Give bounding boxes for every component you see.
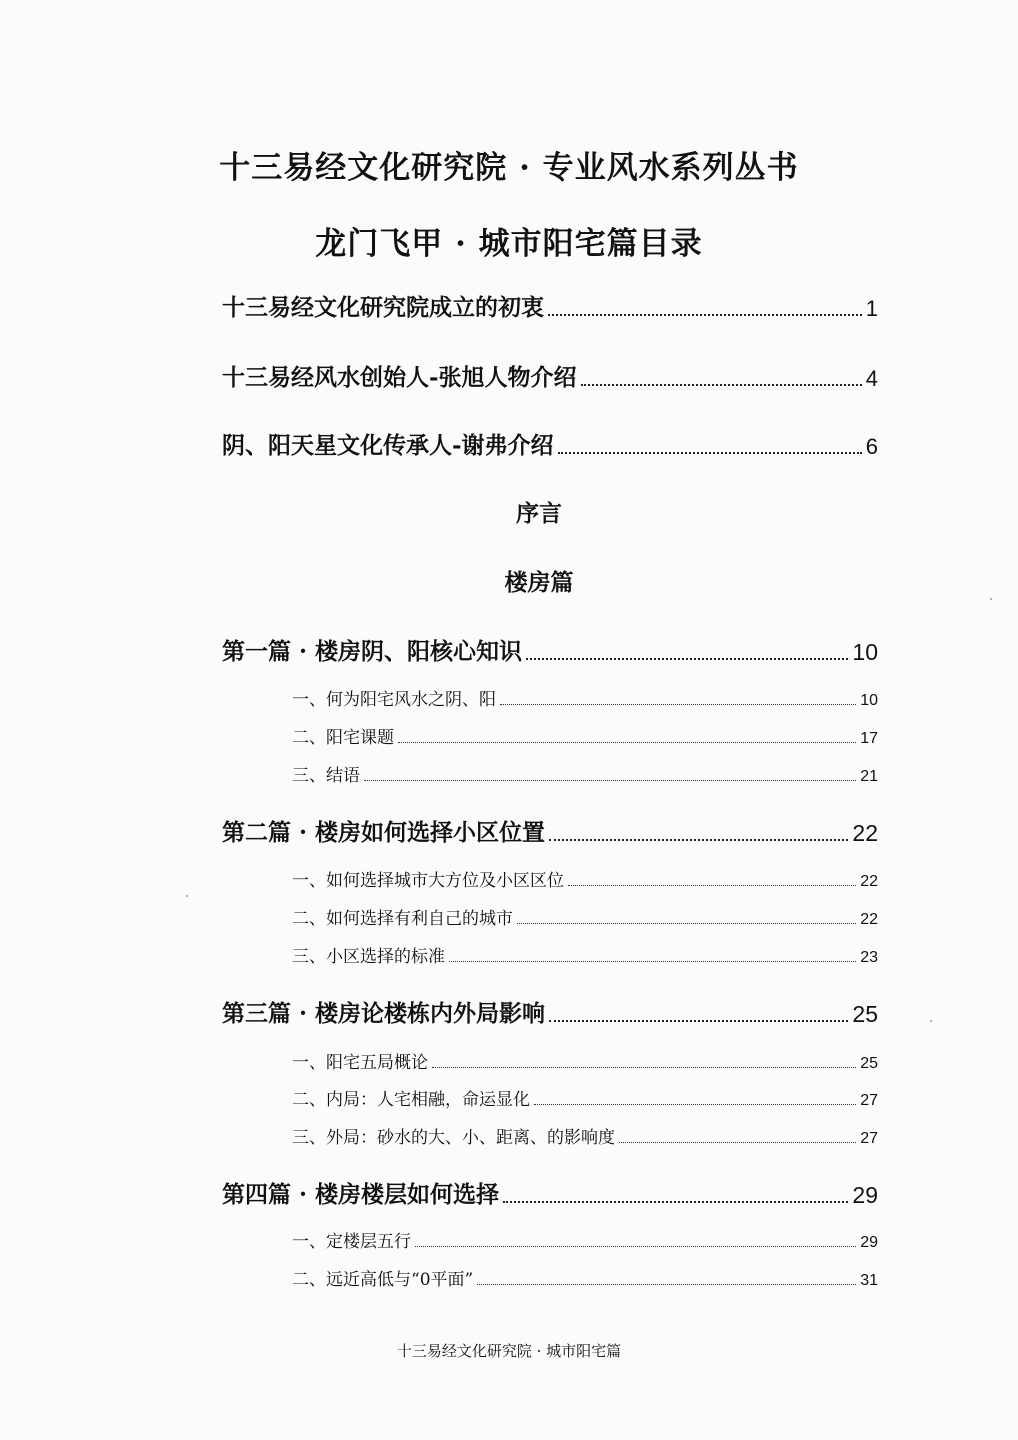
toc-subentry[interactable] xyxy=(292,762,878,786)
toc-page-number: 27 xyxy=(860,1092,878,1109)
dot-leader xyxy=(568,885,856,886)
toc-page-number: 29 xyxy=(860,1234,878,1251)
section-heading-preface: 序言 xyxy=(516,500,562,527)
toc-subentry[interactable] xyxy=(292,905,878,929)
toc-page-number: 6 xyxy=(865,434,878,459)
toc-chapter[interactable] xyxy=(222,1175,878,1209)
dot-leader xyxy=(548,314,862,316)
dot-leader xyxy=(534,1104,856,1105)
page-footer: 十三易经文化研究院 · 城市阳宅篇 xyxy=(396,1342,622,1360)
dot-leader xyxy=(619,1142,856,1143)
toc-chapter-label: 第四篇 · 楼房楼层如何选择 xyxy=(222,1181,500,1208)
toc-page-number: 31 xyxy=(860,1272,878,1289)
toc-chapter-label: 第一篇 · 楼房阴、阳核心知识 xyxy=(222,638,523,665)
dot-leader xyxy=(415,1246,856,1247)
toc-page-number: 21 xyxy=(860,768,878,785)
toc-page-number: 22 xyxy=(860,911,878,928)
dot-leader xyxy=(526,658,848,660)
dot-leader xyxy=(549,839,848,841)
toc-subentry[interactable] xyxy=(292,724,878,748)
dot-leader xyxy=(432,1067,856,1068)
toc-page-number: 22 xyxy=(852,820,878,846)
toc-page-number: 29 xyxy=(852,1182,878,1208)
toc-chapter-label: 第二篇 · 楼房如何选择小区位置 xyxy=(222,819,546,846)
toc-page-number: 10 xyxy=(852,639,878,665)
toc-chapter-label: 第三篇 · 楼房论楼栋内外局影响 xyxy=(222,1000,546,1027)
toc-page-number: 25 xyxy=(852,1001,878,1027)
scan-speck xyxy=(930,1020,932,1022)
dot-leader xyxy=(500,704,856,705)
toc-subentry-label: 二、如何选择有利自己的城市 xyxy=(292,909,513,929)
toc-page-number: 27 xyxy=(860,1130,878,1147)
toc-chapter[interactable] xyxy=(222,632,878,666)
toc-page-number: 1 xyxy=(865,296,878,321)
toc-subentry-label: 一、如何选择城市大方位及小区区位 xyxy=(292,871,564,891)
toc-chapter[interactable] xyxy=(222,994,878,1028)
toc-subentry[interactable] xyxy=(292,1049,878,1073)
toc-entry-intro[interactable] xyxy=(222,426,878,460)
toc-subentry-label: 二、阳宅课题 xyxy=(292,728,394,748)
dot-leader xyxy=(549,1020,848,1022)
toc-subentry-label: 三、结语 xyxy=(292,766,360,786)
toc-subentry[interactable] xyxy=(292,943,878,967)
toc-subentry[interactable] xyxy=(292,867,878,891)
toc-page-number: 22 xyxy=(860,873,878,890)
scan-speck xyxy=(990,598,992,600)
dot-leader xyxy=(449,961,856,962)
dot-leader xyxy=(503,1201,848,1203)
toc-subentry[interactable] xyxy=(292,1266,878,1290)
toc-chapter[interactable] xyxy=(222,813,878,847)
toc-entry-label: 十三易经文化研究院成立的初衷 xyxy=(222,294,544,321)
toc-entry-label: 十三易经风水创始人-张旭人物介绍 xyxy=(222,364,577,391)
toc-entry-intro[interactable] xyxy=(222,358,878,392)
dot-leader xyxy=(517,923,856,924)
dot-leader xyxy=(581,384,862,386)
toc-entry-intro[interactable] xyxy=(222,288,878,322)
book-title: 龙门飞甲 · 城市阳宅篇目录 xyxy=(315,226,703,262)
dot-leader xyxy=(398,742,856,743)
toc-subentry[interactable] xyxy=(292,1124,878,1148)
toc-subentry-label: 一、定楼层五行 xyxy=(292,1232,411,1252)
toc-subentry-label: 二、远近高低与“0平面” xyxy=(292,1270,474,1290)
toc-page-number: 10 xyxy=(860,692,878,709)
toc-subentry[interactable] xyxy=(292,1228,878,1252)
toc-subentry-label: 一、何为阳宅风水之阴、阳 xyxy=(292,690,496,710)
section-heading-buildings: 楼房篇 xyxy=(504,569,574,596)
toc-page-number: 23 xyxy=(860,949,878,966)
toc-page-number: 25 xyxy=(860,1055,878,1072)
toc-page-number: 4 xyxy=(865,366,878,391)
toc-entry-label: 阴、阳天星文化传承人-谢弗介绍 xyxy=(222,432,554,459)
toc-subentry-label: 二、内局：人宅相融，命运显化 xyxy=(292,1090,530,1110)
series-title: 十三易经文化研究院 · 专业风水系列丛书 xyxy=(219,150,799,186)
toc-subentry-label: 一、阳宅五局概论 xyxy=(292,1053,428,1073)
dot-leader xyxy=(558,452,862,454)
toc-subentry[interactable] xyxy=(292,686,878,710)
dot-leader xyxy=(364,780,856,781)
toc-subentry-label: 三、小区选择的标准 xyxy=(292,947,445,967)
toc-subentry[interactable] xyxy=(292,1086,878,1110)
toc-subentry-label: 三、外局：砂水的大、小、距离、的影响度 xyxy=(292,1128,615,1148)
scan-speck xyxy=(186,895,188,897)
dot-leader xyxy=(477,1284,856,1285)
toc-page-number: 17 xyxy=(860,730,878,747)
